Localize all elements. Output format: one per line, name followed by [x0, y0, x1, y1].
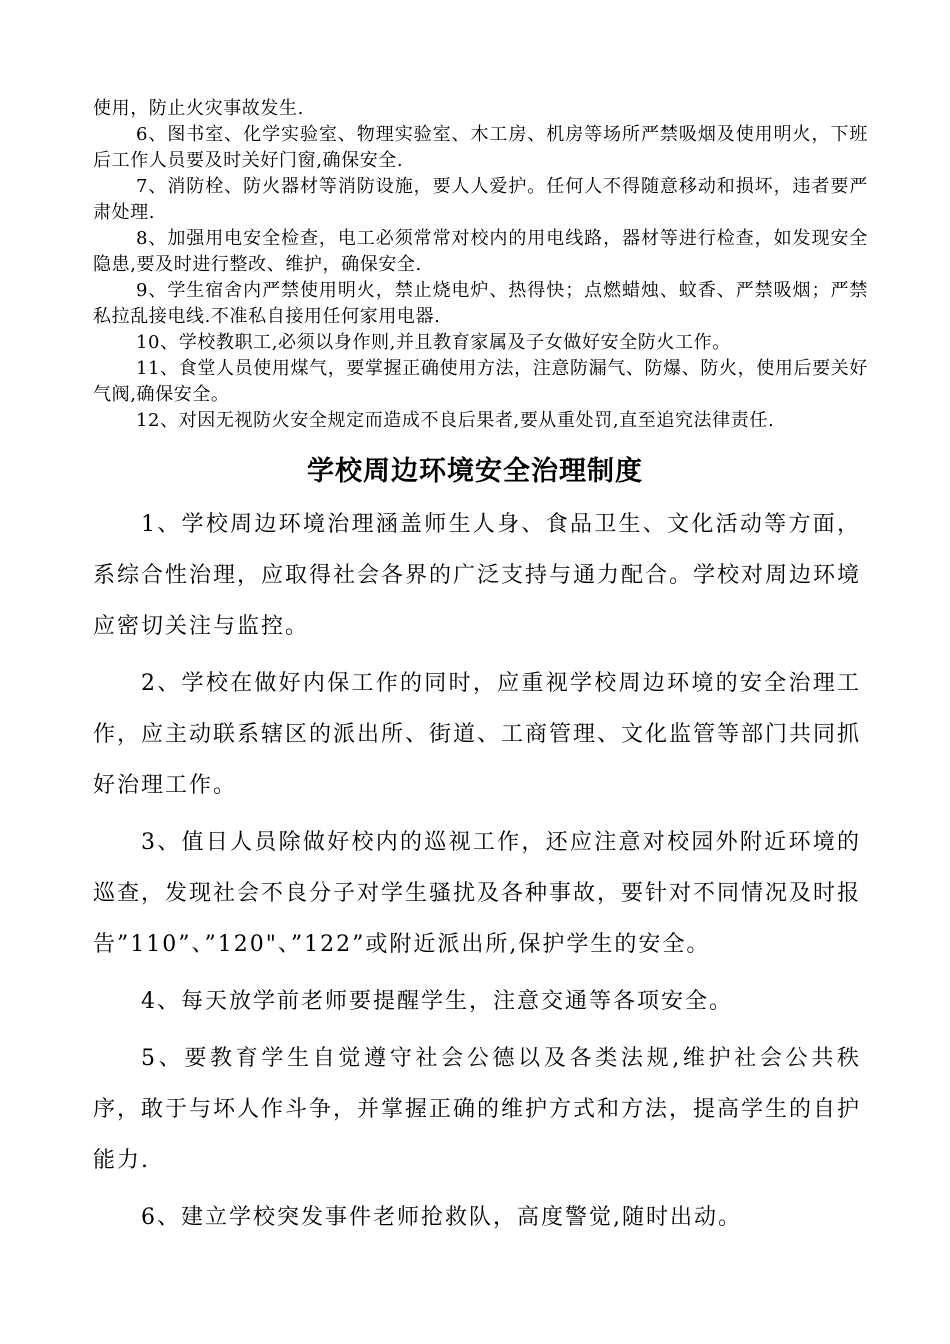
fire-safety-rules-continued — [93, 96, 868, 434]
rule-9: 9、学生宿舍内严禁使用明火，禁止烧电炉、热得快；点燃蜡烛、蚊香、严禁吸烟；严禁私拉乱接电线.不准私自接用任何家用电器. — [93, 280, 868, 327]
environment-rule-4: 4、每天放学前老师要提醒学生，注意交通等各项安全。 — [141, 989, 733, 1014]
environment-rule-6: 6、建立学校突发事件老师抢救队，高度警觉,随时出动。 — [141, 1205, 742, 1230]
environment-rule-2: 2、学校在做好内保工作的同时，应重视学校周边环境的安全治理工作，应主动联系辖区的派出所、街道、工商管理、文化监管等部门共同抓好治理工作。 — [93, 671, 862, 798]
rule-12: 12、对因无视防火安全规定而造成不良后果者,要从重处罚,直至追究法律责任. — [136, 410, 775, 431]
rule-6: 6、图书室、化学实验室、物理实验室、木工房、机房等场所严禁吸烟及使用明火，下班后工作人员要及时关好门窗,确保安全. — [93, 124, 868, 171]
section-title: 学校周边环境安全治理制度 — [307, 456, 643, 487]
rule-10: 10、学校教职工,必须以身作则,并且教育家属及子女做好安全防火工作。 — [136, 332, 731, 353]
rule-5-continuation: 使用，防止火灾事故发生. — [93, 98, 304, 119]
rule-11: 11、食堂人员使用煤气，要掌握正确使用方法，注意防漏气、防爆、防火，使用后要关好气阀,确保安全。 — [93, 358, 868, 405]
rule-7: 7、消防栓、防火器材等消防设施，要人人爱护。任何人不得随意移动和损坏，违者要严肃处理. — [93, 176, 868, 223]
environment-safety-rules — [93, 499, 861, 1243]
rule-8: 8、加强用电安全检查，电工必须常常对校内的用电线路，器材等进行检查，如发现安全隐患,要及时进行整改、维护，确保安全. — [93, 228, 868, 275]
environment-rule-1: 1、学校周边环境治理涵盖师生人身、食品卫生、文化活动等方面，系综合性治理，应取得社会各界的广泛支持与通力配合。学校对周边环境应密切关注与监控。 — [93, 512, 862, 639]
environment-rule-3: 3、值日人员除做好校内的巡视工作，还应注意对校园外附近环境的巡查，发现社会不良分子对学生骚扰及各种事故，要针对不同情况及时报告”110”、”120"、”122”或附近派出所,保护学生的安全。 — [93, 830, 862, 957]
environment-rule-5: 5、要教育学生自觉遵守社会公德以及各类法规,维护社会公共秩序，敢于与坏人作斗争，并掌握正确的维护方式和方法，提高学生的自护能力. — [93, 1046, 862, 1173]
